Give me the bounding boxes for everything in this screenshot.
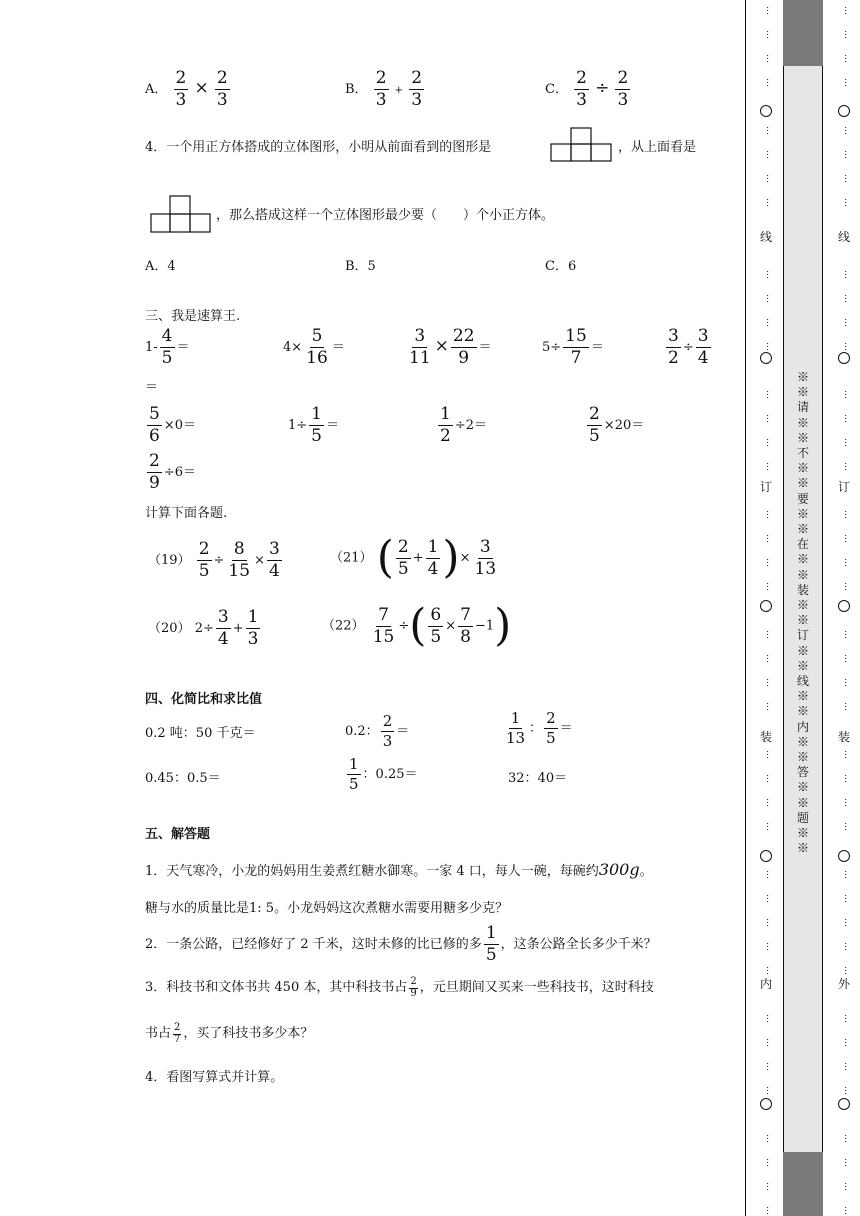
binding-dark-block-bottom: [783, 1152, 823, 1216]
calc-item: $\frac{1}{2}$ ÷2＝: [440, 404, 487, 446]
fraction: $\frac{8}{15}$: [228, 539, 251, 581]
binding-dot: …: [764, 198, 774, 207]
binding-dot: …: [842, 1182, 852, 1191]
ratio-item: 0.2： $\frac{2}{3}$ ＝: [345, 712, 410, 750]
fraction: $\frac{1}{4}$: [427, 536, 439, 579]
problem-22: （22） $\frac{7}{15}$ ÷( $\frac{6}{5}$ × $\frac{7}{8}$ −1): [322, 600, 512, 651]
fraction: $\frac{2}{9}$: [410, 975, 417, 999]
fraction: $\frac{2}{3}$: [375, 68, 387, 110]
fraction: $\frac{2}{3}$: [382, 712, 393, 750]
fraction: $\frac{5}{6}$: [149, 404, 160, 446]
calc-item: 4× $\frac{5}{16}$ ＝: [283, 326, 345, 368]
binding-dot: …: [842, 798, 852, 807]
binding-dot: …: [842, 1038, 852, 1047]
problem-21: （21） ( $\frac{2}{5}$ + $\frac{1}{4}$ )× $\frac{3}{13}$: [330, 532, 497, 583]
binding-dot: …: [842, 510, 852, 519]
binding-dot: …: [764, 1038, 774, 1047]
ratio-item: 0.2 吨：50 千克＝: [145, 726, 256, 741]
fraction: $\frac{7}{8}$: [460, 604, 471, 647]
binding-dot: …: [764, 390, 774, 399]
binding-dot: …: [842, 654, 852, 663]
binding-dot: …: [842, 1134, 852, 1143]
fraction: $\frac{2}{3}$: [617, 68, 629, 110]
binding-dot: …: [764, 54, 774, 63]
binding-dot: …: [842, 1086, 852, 1095]
binding-dark-block-top: [783, 0, 823, 66]
binding-dot: …: [842, 198, 852, 207]
problem-20: （20） 2÷ $\frac{3}{4}$ + $\frac{1}{3}$: [148, 607, 259, 649]
binding-dot: …: [764, 342, 774, 351]
binding-dot: …: [764, 798, 774, 807]
binding-label: 内: [759, 977, 772, 991]
binding-dot: …: [764, 510, 774, 519]
binding-dot: …: [842, 942, 852, 951]
binding-dot: …: [842, 822, 852, 831]
binding-dot: …: [764, 30, 774, 39]
binding-dot: …: [764, 318, 774, 327]
binding-dot: …: [764, 942, 774, 951]
binding-dot: …: [764, 678, 774, 687]
fraction: $\frac{6}{5}$: [430, 604, 442, 647]
q3-option-a: A． $\frac{2}{3}$ × $\frac{2}{3}$: [145, 68, 228, 110]
fraction: $\frac{15}{7}$: [565, 326, 587, 368]
fraction: $\frac{1}{5}$: [349, 755, 359, 793]
binding-label: 装: [759, 730, 772, 744]
binding-dot: …: [842, 918, 852, 927]
binding-dot: …: [842, 390, 852, 399]
q4-option-c: C．6: [545, 259, 577, 274]
binding-dot: …: [842, 126, 852, 135]
binding-dot: …: [764, 1206, 774, 1215]
calc-wrap-equals: ＝: [145, 380, 159, 395]
binding-dot: …: [842, 870, 852, 879]
binding-dot: …: [764, 414, 774, 423]
binding-dot: …: [842, 750, 852, 759]
fraction: $\frac{4}{5}$: [161, 326, 173, 368]
q4-text-line1: 4．一个用正方体搭成的立体图形，小明从前面看到的图形是: [145, 140, 492, 155]
binding-dot: …: [764, 174, 774, 183]
binding-warning-text: ※※请※※不※※要※※在※※装※※订※※线※※内※※答※※题※※: [796, 370, 809, 856]
calc-title: 计算下面各题.: [145, 506, 228, 521]
binding-circle-mark: [838, 352, 850, 364]
q3-option-c: C． $\frac{2}{3}$ ÷ $\frac{2}{3}$: [545, 68, 629, 110]
problem-4: 4．看图写算式并计算。: [145, 1070, 284, 1085]
binding-circle-mark: [760, 600, 772, 612]
binding-dot: …: [764, 822, 774, 831]
binding-dot: …: [764, 1134, 774, 1143]
ratio-item: 0.45：0.5＝: [145, 771, 221, 786]
binding-dot: …: [842, 630, 852, 639]
q4-option-a: A．4: [145, 259, 176, 274]
binding-dot: …: [842, 78, 852, 87]
binding-dot: …: [764, 630, 774, 639]
binding-label: 装: [837, 730, 850, 744]
binding-dot: …: [764, 870, 774, 879]
binding-circle-mark: [838, 105, 850, 117]
binding-dot: …: [842, 966, 852, 975]
fraction: $\frac{2}{3}$: [576, 68, 587, 110]
ratio-item: 32：40＝: [508, 771, 568, 786]
binding-dot: …: [764, 654, 774, 663]
problem-2: 2．一条公路，已经修好了 2 千米，这时未修的比已修的多 $\frac{1}{5}$ ，这条公路全长多少千米？: [145, 923, 657, 965]
binding-dot: …: [764, 438, 774, 447]
binding-edge-line: [745, 0, 746, 1216]
binding-dot: …: [842, 342, 852, 351]
calc-item: $\frac{2}{9}$ ÷6＝: [149, 451, 196, 493]
binding-dot: …: [842, 462, 852, 471]
fraction: $\frac{2}{3}$: [216, 68, 228, 110]
q4-text-line1-end: ，从上面看是: [618, 140, 697, 155]
fraction: $\frac{3}{13}$: [474, 536, 497, 579]
binding-dot: …: [764, 774, 774, 783]
problem-3-line2: 书占 $\frac{2}{7}$ ，买了科技书多少本？: [145, 1021, 314, 1045]
fraction: $\frac{5}{16}$: [306, 326, 328, 368]
section4-title: 四、化简比和求比值: [145, 692, 263, 707]
binding-dot: …: [764, 966, 774, 975]
binding-dot: …: [764, 270, 774, 279]
binding-dot: …: [842, 1014, 852, 1023]
binding-dot: …: [764, 894, 774, 903]
fraction: $\frac{3}{2}$: [668, 326, 679, 368]
binding-dot: …: [842, 1158, 852, 1167]
binding-circle-mark: [760, 850, 772, 862]
section3-title: 三、我是速算王.: [145, 309, 241, 324]
fraction: $\frac{2}{7}$: [174, 1021, 181, 1045]
binding-dot: …: [764, 78, 774, 87]
binding-dot: …: [842, 414, 852, 423]
binding-dot: …: [764, 1014, 774, 1023]
binding-dot: …: [842, 438, 852, 447]
q3-option-b: B． $\frac{2}{3}$ + $\frac{2}{3}$: [345, 68, 423, 110]
binding-dot: …: [764, 1062, 774, 1071]
fraction: $\frac{3}{4}$: [268, 539, 280, 581]
calc-item: $\frac{2}{5}$ ×20＝: [589, 404, 645, 446]
binding-dot: …: [842, 30, 852, 39]
binding-label: 订: [759, 480, 772, 494]
fraction: $\frac{3}{11}$: [409, 326, 431, 368]
binding-dot: …: [842, 894, 852, 903]
binding-dot: …: [764, 6, 774, 15]
fraction: $\frac{2}{3}$: [411, 68, 423, 110]
binding-dot: …: [842, 1062, 852, 1071]
binding-dot: …: [842, 54, 852, 63]
q4-option-b: B．5: [345, 259, 376, 274]
binding-label: 线: [837, 230, 850, 244]
fraction: $\frac{22}{9}$: [452, 326, 475, 368]
binding-dot: …: [842, 558, 852, 567]
binding-label: 外: [837, 977, 850, 991]
binding-dot: …: [764, 294, 774, 303]
problem-19: （19） $\frac{2}{5}$ ÷ $\frac{8}{15}$ × $\frac{3}{4}$: [148, 539, 280, 581]
binding-dot: …: [842, 174, 852, 183]
calc-item: $\frac{3}{11}$ × $\frac{22}{9}$ ＝: [409, 326, 492, 368]
ratio-item: $\frac{1}{13}$ ： $\frac{2}{5}$ ＝: [506, 709, 573, 747]
front-view-figure: [550, 127, 614, 163]
fraction: $\frac{3}{4}$: [217, 607, 229, 649]
binding-dot: …: [764, 462, 774, 471]
top-view-figure: [150, 195, 212, 235]
fraction: $\frac{2}{5}$: [397, 536, 409, 579]
binding-dot: …: [842, 774, 852, 783]
fraction: $\frac{2}{5}$: [589, 404, 600, 446]
binding-label: 订: [837, 480, 850, 494]
calc-item: $\frac{3}{2}$ ÷ $\frac{3}{4}$: [668, 326, 709, 368]
binding-dot: …: [842, 582, 852, 591]
fraction: $\frac{1}{5}$: [485, 923, 497, 965]
binding-dot: …: [842, 6, 852, 15]
binding-dot: …: [764, 582, 774, 591]
binding-dot: …: [842, 534, 852, 543]
binding-dot: …: [764, 1182, 774, 1191]
calc-item: 1÷ $\frac{1}{5}$ ＝: [288, 404, 340, 446]
binding-dot: …: [842, 678, 852, 687]
fraction: $\frac{2}{3}$: [175, 68, 187, 110]
fraction: $\frac{1}{13}$: [506, 709, 526, 747]
fraction: $\frac{2}{9}$: [149, 451, 160, 493]
calc-item: $\frac{5}{6}$ ×0＝: [149, 404, 196, 446]
fraction: $\frac{2}{5}$: [546, 709, 556, 747]
calc-item: 1- $\frac{4}{5}$ ＝: [145, 326, 190, 368]
binding-circle-mark: [838, 850, 850, 862]
binding-dot: …: [842, 318, 852, 327]
binding-dot: …: [842, 150, 852, 159]
problem-1-line2: 糖与水的质量比是1: 5。小龙妈妈这次煮糖水需要用糖多少克？: [145, 901, 509, 916]
binding-dot: …: [764, 126, 774, 135]
binding-circle-mark: [838, 1098, 850, 1110]
binding-dot: …: [842, 270, 852, 279]
fraction: $\frac{3}{4}$: [697, 326, 709, 368]
fraction: $\frac{1}{5}$: [311, 404, 322, 446]
binding-circle-mark: [838, 600, 850, 612]
fraction: $\frac{2}{5}$: [198, 539, 210, 581]
binding-dot: …: [764, 918, 774, 927]
q4-text-line2: ，那么搭成这样一个立体图形最少要（ ）个小正方体。: [216, 208, 555, 223]
binding-dot: …: [764, 1086, 774, 1095]
binding-dot: …: [764, 558, 774, 567]
fraction: $\frac{1}{2}$: [440, 404, 451, 446]
binding-label: 线: [759, 230, 772, 244]
problem-1-line1: 1．天气寒冷，小龙的妈妈用生姜煮红糖水御寒。一家 4 口，每人一碗，每碗约300g。: [145, 860, 653, 879]
ratio-item: $\frac{1}{5}$ ：0.25＝: [349, 755, 418, 793]
section5-title: 五、解答题: [145, 827, 211, 842]
binding-circle-mark: [760, 105, 772, 117]
problem-3-line1: 3．科技书和文体书共 450 本，其中科技书占 $\frac{2}{9}$ ，元旦期间又买来一些科技书，这时科技: [145, 975, 654, 999]
binding-dot: …: [764, 702, 774, 711]
calc-item: 5÷ $\frac{15}{7}$ ＝: [542, 326, 604, 368]
binding-dot: …: [842, 702, 852, 711]
binding-dot: …: [764, 750, 774, 759]
binding-circle-mark: [760, 352, 772, 364]
binding-dot: …: [764, 534, 774, 543]
binding-dot: …: [842, 294, 852, 303]
binding-dot: …: [764, 150, 774, 159]
binding-dot: …: [842, 1206, 852, 1215]
fraction: $\frac{7}{15}$: [372, 604, 395, 647]
fraction: $\frac{1}{3}$: [247, 607, 259, 649]
binding-circle-mark: [760, 1098, 772, 1110]
binding-dot: …: [764, 1158, 774, 1167]
